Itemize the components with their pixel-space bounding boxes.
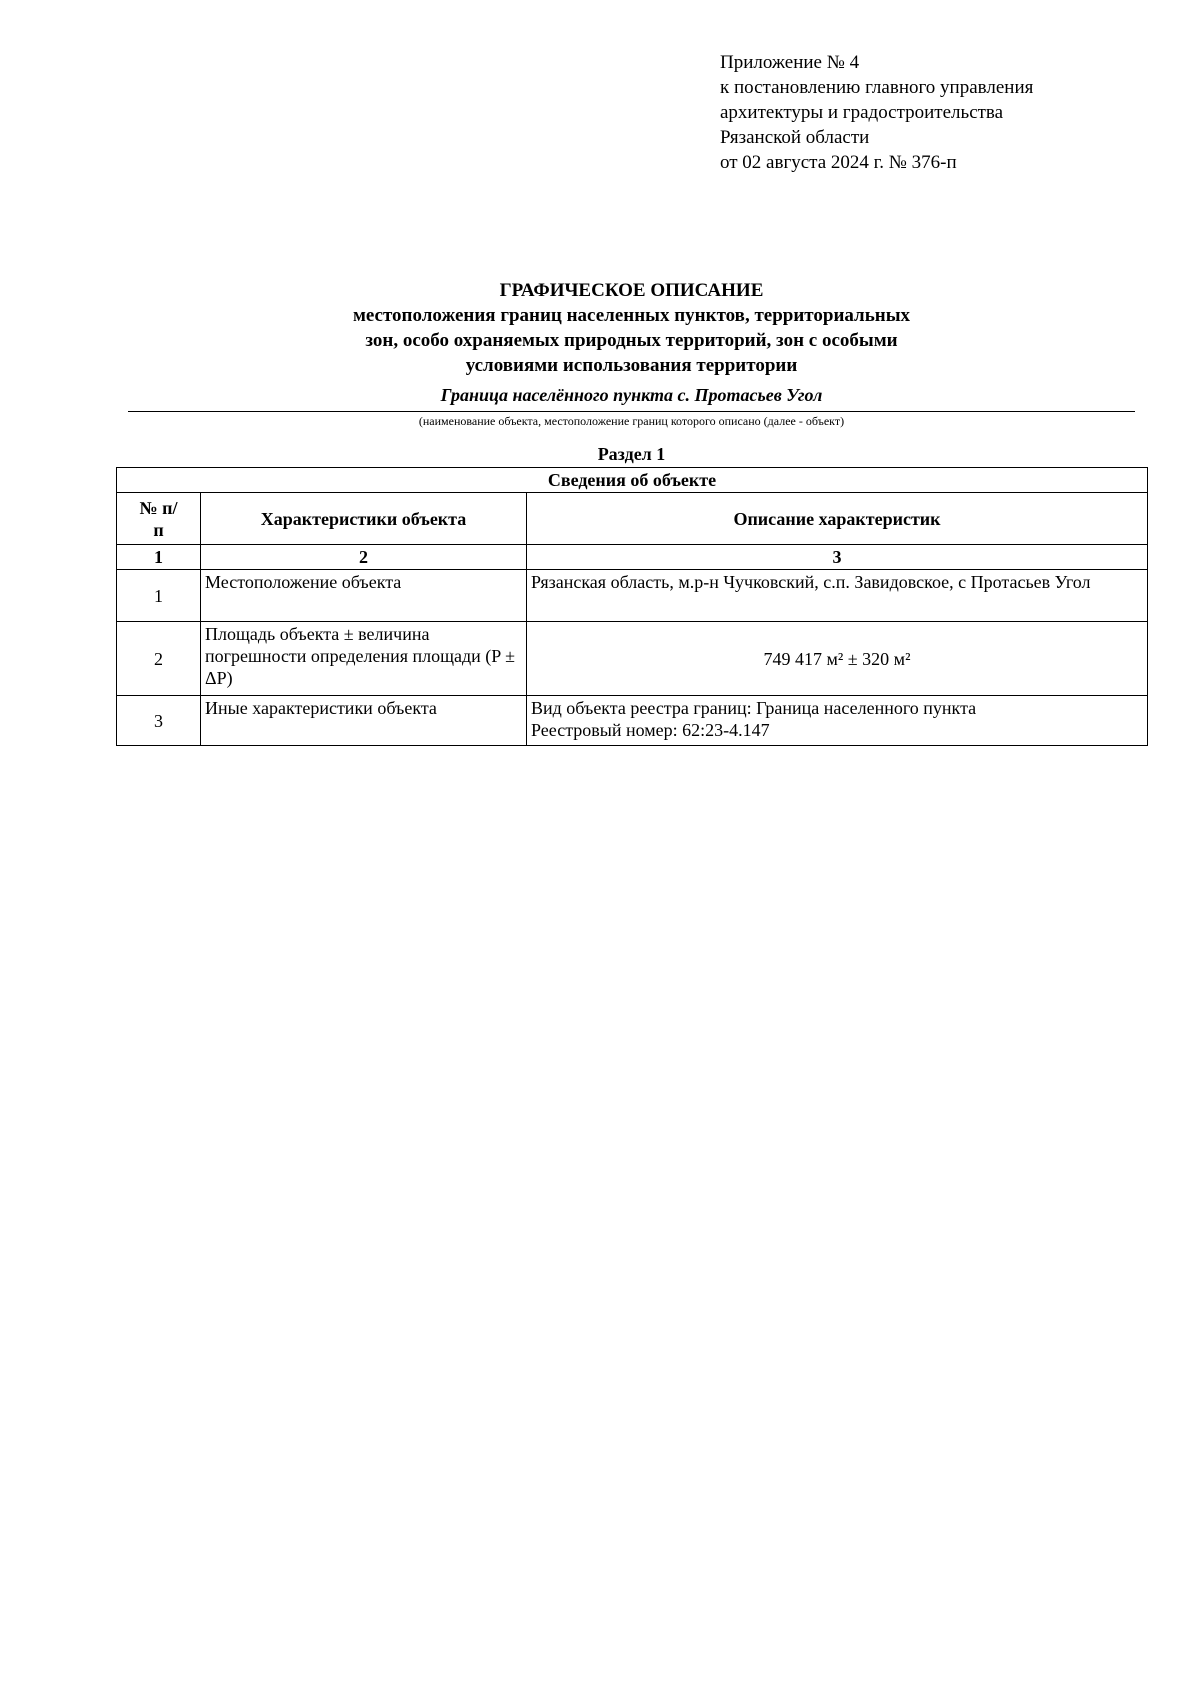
column-numbers-row [117,545,1148,570]
row-characteristic: Иные характеристики объекта [201,696,527,746]
section-title: Раздел 1 [597,444,666,464]
title-line: ГРАФИЧЕСКОЕ ОПИСАНИЕ [499,280,764,301]
header-description: Описание характеристик [527,493,1148,545]
table-row [117,570,1148,622]
table-caption: Сведения об объекте [117,468,1148,493]
row-description: Рязанская область, м.р-н Чучковский, с.п. Завидовское, с Протасьев Угол [527,570,1148,622]
document-title [128,278,1135,378]
row-description-line: Вид объекта реестра границ: Граница населенного пункта [531,698,977,718]
row-num: 2 [117,622,201,696]
table-row [117,622,1148,696]
row-description [527,696,1148,746]
column-number: 3 [527,545,1148,570]
object-name-underline [128,411,1135,412]
column-number: 2 [201,545,527,570]
table-row [117,696,1148,746]
table-caption-row [117,468,1148,493]
appendix-line: архитектуры и градостроительства [720,102,1004,123]
object-name-caption: (наименование объекта, местоположение границ которого описано (далее - объект) [418,414,845,428]
object-info-table [116,467,1148,746]
row-num: 3 [117,696,201,746]
title-line: зон, особо охраняемых природных территорий, зон с особыми [365,330,898,351]
row-characteristic: Площадь объекта ± величина погрешности определения площади (P ± ΔP) [201,622,527,696]
row-num: 1 [117,570,201,622]
appendix-line: от 02 августа 2024 г. № 376-п [720,152,957,173]
title-line: местоположения границ населенных пунктов, территориальных [352,305,911,326]
row-description: 749 417 м² ± 320 м² [527,622,1148,696]
appendix-line: Приложение № 4 [720,52,860,73]
appendix-line: к постановлению главного управления [720,77,1034,98]
header-characteristic: Характеристики объекта [201,493,527,545]
row-characteristic: Местоположение объекта [201,570,527,622]
appendix-header [720,50,1033,175]
appendix-line: Рязанской области [720,127,870,148]
row-description-line: Реестровый номер: 62:23-4.147 [531,720,770,740]
title-line: условиями использования территории [465,355,798,376]
table-header-row [117,493,1148,545]
header-num-label: № п/п [139,497,178,540]
header-num [117,493,201,545]
object-name: Граница населённого пункта с. Протасьев Угол [440,385,823,405]
column-number: 1 [117,545,201,570]
